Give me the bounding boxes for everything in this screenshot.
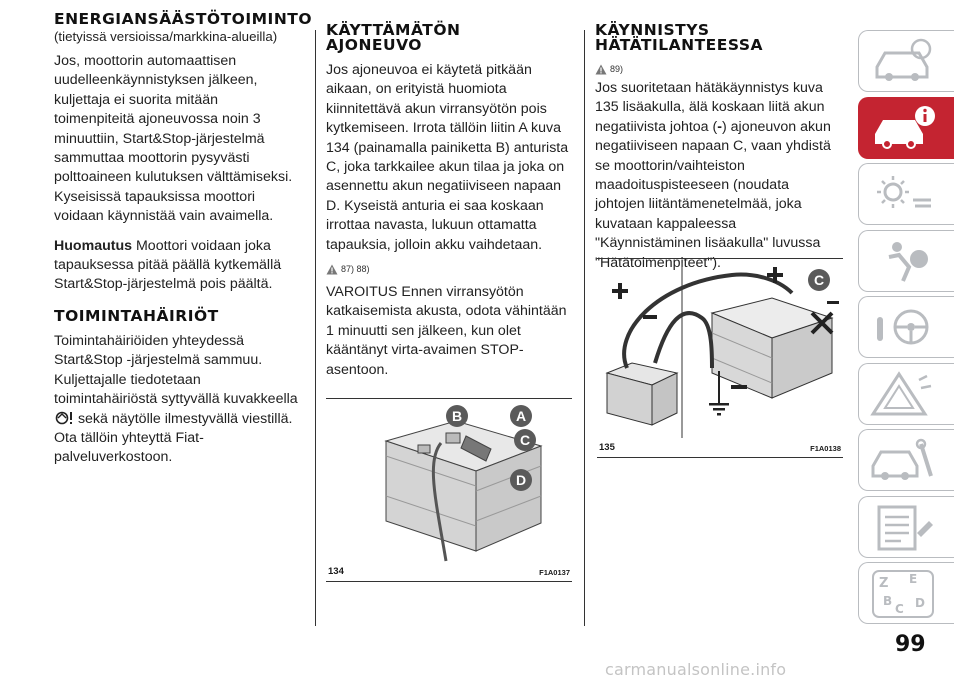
- subtitle-versions: (tietyissä versioissa/markkina-alueilla): [54, 29, 278, 44]
- malfunction-text-a: Toimintahäiriöiden yhteydessä Start&Stop -järjestelmä sammuu. Kuljettajalle tiedotetaan toimintahäiriöstä syttyvällä kuvakkeella: [54, 332, 298, 408]
- reference-notes: [595, 61, 841, 77]
- svg-text:E: E: [909, 572, 918, 586]
- tab-safety[interactable]: [858, 230, 954, 292]
- lights-icon: [869, 170, 939, 220]
- heading-emergency-start: KÄYNNISTYS HÄTÄTILANTEESSA: [595, 21, 763, 54]
- start-stop-fault-icon: [54, 411, 74, 425]
- alphabet-index-icon: [869, 569, 939, 619]
- figure-code: F1A0137: [539, 568, 570, 577]
- heading-unused-vehicle: KÄYTTÄMÄTÖN AJONEUVO: [326, 21, 461, 54]
- document-list-icon: [869, 503, 939, 553]
- car-dashboard-icon: [869, 37, 939, 87]
- car-info-icon: [869, 104, 939, 154]
- reference-notes: [326, 261, 572, 277]
- svg-text:B: B: [451, 408, 463, 424]
- emergency-text-a: Jos suoritetaan hätäkäynnistys kuva 135 lisäakulla, älä koskaan liitä akun negatiivista johtoa (: [595, 80, 825, 135]
- paragraph-unused-vehicle: Jos ajoneuvoa ei käytetä pitkään aikaan, on erityistä huomiota kiinnitettävä akun virransyötön pois kytkemiseen. Irrota tällöin liitin A kuva 134 (painamalla painiketta B) anturista C, joka tarkkailee akun tilaa ja joka on asennettu akun negatiiviseen napaan D. Kyseistä anturia ei saa koskaan irrottaa navasta, lukuun ottamatta tapauksia, jolloin akku vaihdetaan.: [326, 62, 569, 253]
- note-paragraph: [54, 237, 300, 295]
- tab-dashboard[interactable]: [858, 30, 954, 92]
- malfunction-text-b: sekä näytölle ilmestyvällä viestillä. Ota tällöin yhteyttä Fiat-palveluverkostoon.: [54, 410, 293, 466]
- label-a: [510, 405, 532, 427]
- svg-text:D: D: [915, 596, 925, 610]
- label-c: [514, 429, 536, 451]
- warning-icon: [595, 64, 607, 75]
- reference-numbers: 89): [610, 64, 624, 74]
- paragraph-emergency-start: [595, 79, 841, 273]
- figure-number: 135: [599, 442, 615, 453]
- label-b: [446, 405, 468, 427]
- airbag-icon: [869, 237, 939, 287]
- svg-text:A: A: [515, 408, 527, 424]
- figure-number: 134: [328, 566, 344, 577]
- jump-start-illustration: [597, 263, 843, 443]
- note-label: Huomautus: [54, 237, 133, 254]
- figure-code: F1A0138: [810, 444, 841, 453]
- svg-text:Z: Z: [879, 576, 889, 591]
- svg-text:C: C: [813, 272, 825, 288]
- tab-service[interactable]: [858, 429, 954, 491]
- paragraph-malfunctions: [54, 332, 300, 468]
- svg-text:C: C: [895, 602, 904, 616]
- figure-135: [597, 258, 843, 458]
- tab-index[interactable]: [858, 562, 954, 624]
- svg-text:D: D: [515, 472, 527, 488]
- page-number: 99: [895, 632, 926, 657]
- paragraph-energy-saving: Jos, moottorin automaattisen uudelleenkäynnistyksen jälkeen, kuljettaja ei suorita mitään toimenpiteitä ajoneuvossa noin 3 minuuttiin, Start&Stop-järjestelmä sammuttaa moottorin pysyvästi polttoaineen kulutuksen välttämiseksi. Kyseisissä tapauksissa moottori voidaan käynnistää vain avaimella.: [54, 53, 293, 225]
- column-emergency-start: [595, 0, 841, 273]
- tab-emergency[interactable]: [858, 363, 954, 425]
- column-divider-1: [315, 30, 316, 626]
- chapter-tabs: [858, 30, 960, 629]
- steering-wheel-icon: [869, 303, 939, 353]
- watermark: carmanualsonline.info: [605, 660, 787, 679]
- column-unused-vehicle: [326, 0, 572, 380]
- label-c-jump: [808, 269, 830, 291]
- svg-text:C: C: [519, 432, 531, 448]
- tab-driving[interactable]: [858, 296, 954, 358]
- column-divider-2: [584, 30, 585, 626]
- heading-malfunctions: TOIMINTAHÄIRIÖT: [54, 306, 219, 325]
- column-energy-saving: [54, 0, 313, 468]
- reference-numbers: 87) 88): [341, 264, 370, 275]
- warning-triangle-icon: [869, 370, 939, 420]
- tab-specifications[interactable]: [858, 496, 954, 558]
- car-service-icon: [869, 436, 939, 486]
- label-d: [510, 469, 532, 491]
- warning-icon: [326, 264, 338, 275]
- svg-text:B: B: [883, 594, 893, 608]
- tab-car-info[interactable]: [858, 97, 954, 159]
- note-text: Moottori voidaan joka tapauksessa pitää päällä kytkemällä Start&Stop-järjestelmä pois päältä.: [54, 237, 282, 293]
- minus-symbol: -: [717, 118, 722, 135]
- emergency-text-b: ) ajoneuvon akun negatiiviseen napaan C, vaan yhdistä se moottorin/vaihteiston maadoituspisteeseen (noudata johtojen liitäntämenetelmää, joka kuvataan kappaleessa "Käynnistäminen lisäakulla" luvussa "Hätätoimenpiteet").: [595, 118, 831, 271]
- heading-energy-saving: ENERGIANSÄÄSTÖTOIMINTO: [54, 10, 313, 28]
- paragraph-warning-stop: VAROITUS Ennen virransyötön katkaisemista akusta, odota vähintään 1 minuutti sen jälkeen, kun olet kääntänyt virta-avaimen STOP-asentoon.: [326, 284, 567, 378]
- tab-lights[interactable]: [858, 163, 954, 225]
- figure-134: [326, 398, 572, 582]
